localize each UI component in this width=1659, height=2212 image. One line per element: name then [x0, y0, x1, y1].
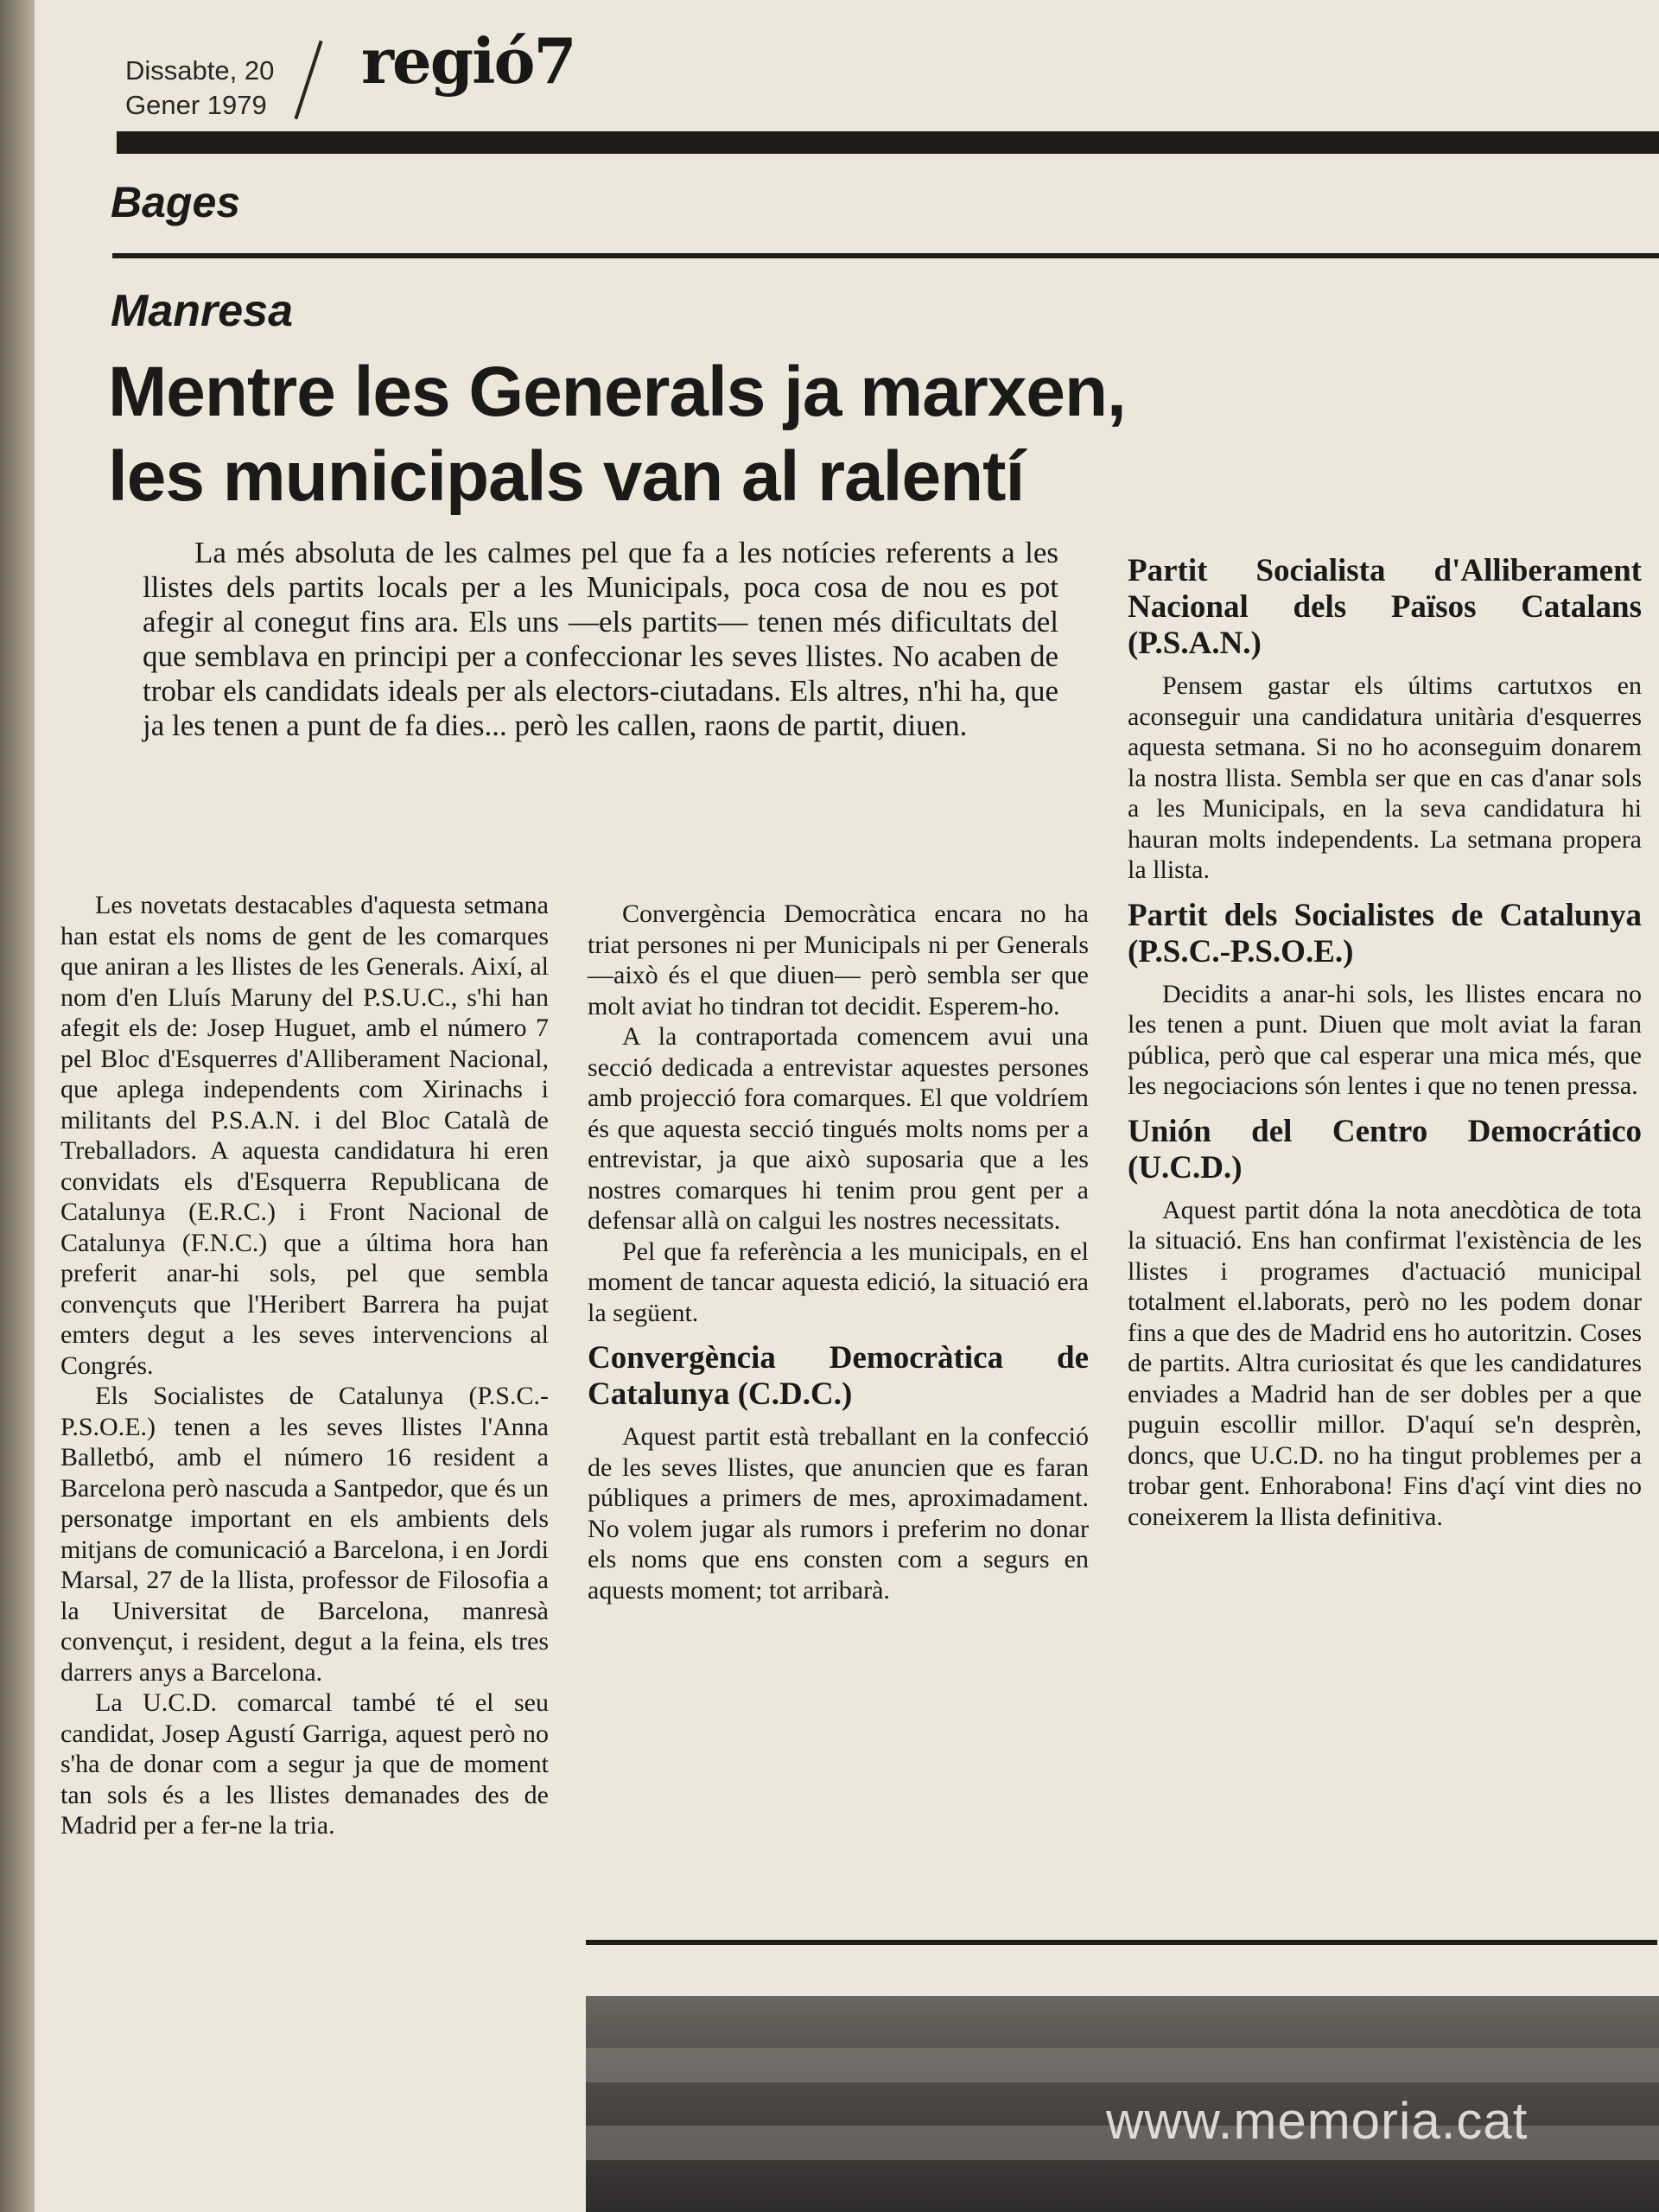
section-rule — [112, 253, 1659, 258]
paragraph: Les novetats destacables d'aquesta setmana han estat els noms de gent de les comarques que aniran a les llistes de les Generals. Així, al nom d'en Lluís Maruny del P.S.U.C., s'hi han afegit els de: Josep Huguet, amb el número 7 pel Bloc d'Esquerres d'Alliberament Nacional, que aplega independents com Xirinachs i militants del P.S.A.N. i del Bloc Català de Treballadors. A aquesta candidatura hi eren convidats els d'Esquerra Republicana de Catalunya (E.R.C.) i Front Nacional de Catalunya (F.N.C.) que a última hora han preferit anar-hi sols, pel que sembla convençuts que l'Heribert Barrera ha pujat emters degut a les seves intervencions al Congrés. — [60, 891, 549, 1380]
headline-line-2: les municipals van al ralentí — [108, 437, 1025, 516]
binding-edge — [0, 0, 35, 2212]
paragraph: La U.C.D. comarcal també té el seu candidat, Josep Agustí Garriga, aquest però no s'ha de donar com a segur ja que de moment tan sols és a les llistes demanades des de Madrid per a fer-ne la tria. — [60, 1688, 549, 1840]
paragraph: A la contraportada comencem avui una secció dedicada a entrevistar aquestes persones amb projecció fora comarques. El que voldríem és que aquesta secció tingués molts noms per a entrevistar, ja que això suposaria que a les nostres comarques hi tenim prou gent per a defensar allà on calgui les nostres necessitats. — [588, 1022, 1089, 1235]
article-lead: La més absoluta de les calmes pel que fa a les notícies referents a les llistes dels partits locals per a les Municipals, poca cosa de nou es pot afegir al conegut fins ara. Els uns —els partits— tenen més dificultats del que semblava en principi per a confeccionar les seves llistes. No acaben de trobar els candidats ideals per als electors-ciutadans. Els altres, n'hi ha, que ja les tenen a punt de fa dies... però les callen, raons de partit, diuen. — [143, 536, 1058, 742]
subheading-cdc: Convergència Democràtica de Catalunya (C.D.C.) — [588, 1340, 1089, 1412]
newspaper-logo: regió7 — [361, 24, 575, 98]
issue-date — [125, 54, 274, 123]
watermark: www.memoria.cat — [1106, 2092, 1529, 2150]
subheading-psan: Partit Socialista d'Alliberament Nacional dels Països Catalans (P.S.A.N.) — [1128, 553, 1642, 661]
bottom-rule — [586, 1940, 1657, 1945]
date-day: Dissabte, 20 — [125, 55, 275, 86]
article-headline — [108, 350, 1456, 519]
paragraph: Pensem gastar els últims cartutxos en aconseguir una candidatura unitària d'esquerres aquesta setmana. Si no ho aconseguim donarem la nostra llista. Sembla ser que en cas d'anar sols a les Municipals, en la seva candidatura hi hauran molts independents. La setmana propera la llista. — [1128, 671, 1642, 884]
photo-detail — [586, 2048, 1659, 2082]
subheading-ucd: Unión del Centro Democrático (U.C.D.) — [1128, 1113, 1642, 1185]
column-2 — [588, 899, 1089, 1605]
column-1 — [60, 890, 549, 1841]
subheading-psc: Partit dels Socialistes de Catalunya (P.S.C.-P.S.O.E.) — [1128, 897, 1642, 969]
paragraph: Pel que fa referència a les municipals, en el moment de tancar aquesta edició, la situació era la següent. — [588, 1236, 1089, 1327]
paragraph: Aquest partit dóna la nota anecdòtica de tota la situació. Ens han confirmat l'existència de les llistes i programes d'actuació municipal totalment el.laborats, però no les podem donar fins a que des de Madrid ens ho autoritzin. Coses de partits. Altra curiositat és que les candidatures enviades a Madrid han de ser dobles per a que puguin escollir millor. D'aquí se'n desprèn, doncs, que U.C.D. no ha tingut problemes per a trobar gent. Enhorabona! Fins d'açí vint dies no coneixerem la llista definitiva. — [1128, 1195, 1642, 1531]
paragraph: Decidits a anar-hi sols, les llistes encara no les tenen a punt. Diuen que molt aviat la faran pública, però que cal esperar una mica més, que les negociacions són lentes i que no tenen pressa. — [1128, 979, 1642, 1100]
masthead-rule — [117, 131, 1659, 154]
section-title: Bages — [111, 178, 241, 226]
paragraph: Convergència Democràtica encara no ha triat persones ni per Municipals ni per Generals —això és el que diuen— però sembla ser que molt aviat ho tindran tot decidit. Esperem-ho. — [588, 899, 1089, 1020]
article-kicker: Manresa — [111, 286, 293, 336]
paragraph: Aquest partit està treballant en la confecció de les seves llistes, que anuncien que es faran públiques a primers de mes, aproximadament. No volem jugar als rumors i preferim no donar els noms que ens consten com a segurs en aquests moment; tot arribarà. — [588, 1422, 1089, 1605]
headline-line-1: Mentre les Generals ja marxen, — [108, 353, 1126, 431]
date-month-year: Gener 1979 — [125, 90, 267, 120]
column-3 — [1128, 553, 1642, 1532]
paragraph: Els Socialistes de Catalunya (P.S.C.-P.S.O.E.) tenen a les seves llistes l'Anna Balletbó, amb el número 16 resident a Barcelona però nascuda a Santpedor, que és un personatge important en els ambients dels mitjans de comunicació a Barcelona, i en Jordi Marsal, 27 de la llista, professor de Filosofia a la Universitat de Barcelona, manresà convençut, i resident, degut a la feina, els tres darrers anys a Barcelona. — [60, 1382, 549, 1687]
